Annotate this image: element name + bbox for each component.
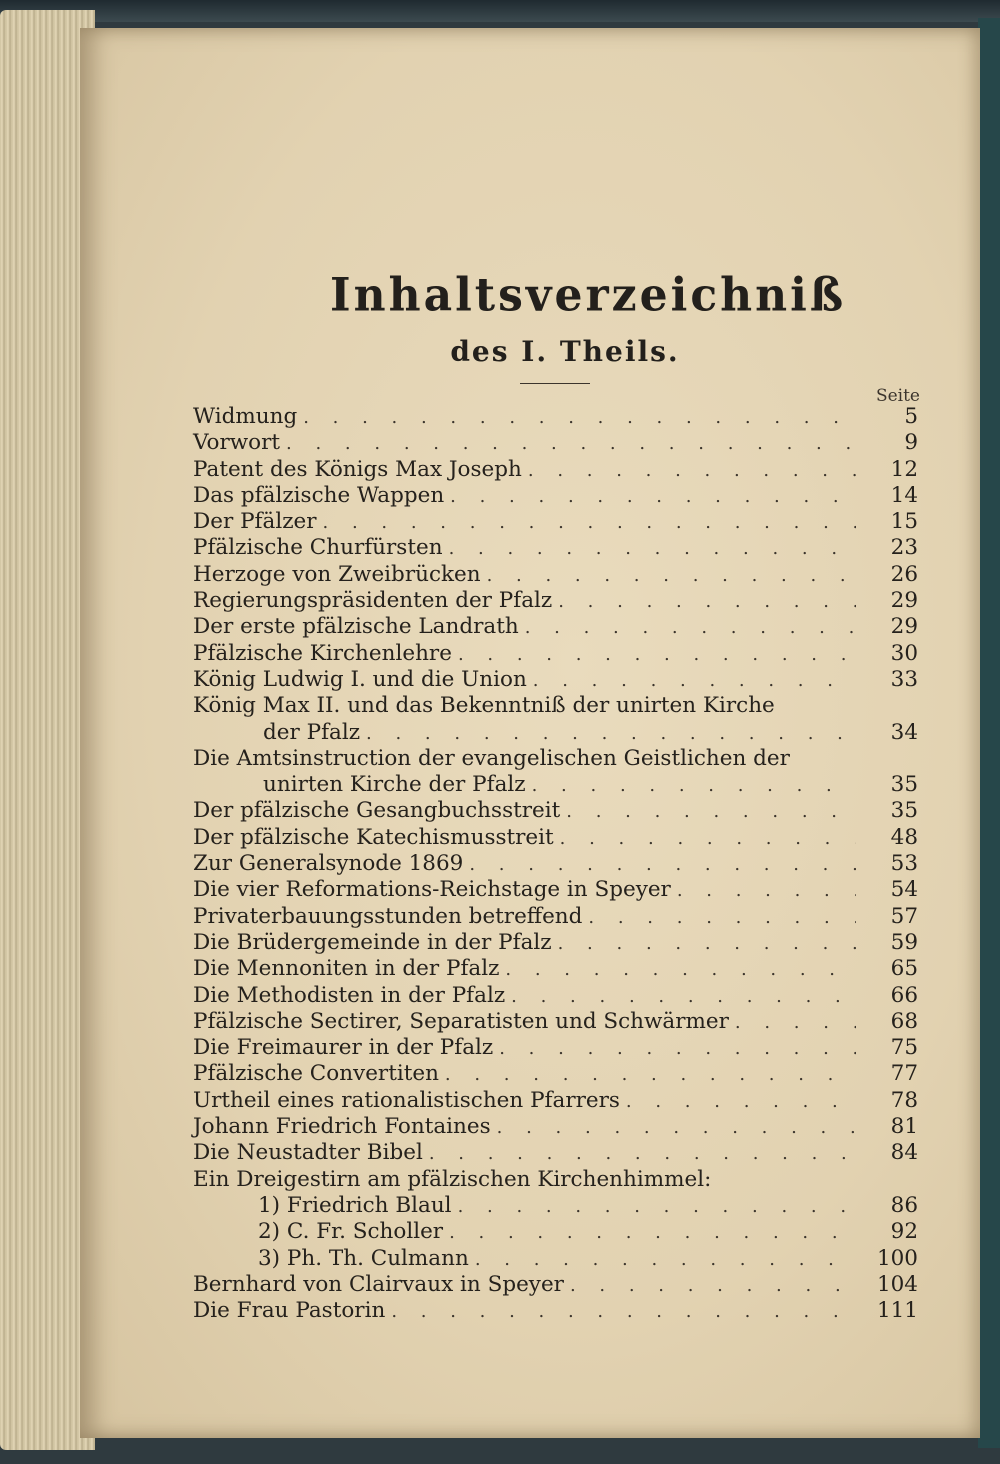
toc-entry-page: 26: [890, 561, 918, 587]
toc-entry-title: Der Pfälzer: [193, 509, 317, 535]
toc-entry: [193, 1272, 918, 1298]
leader-dots: [626, 1089, 856, 1115]
toc-entry: [193, 588, 918, 614]
toc-entry-title: Pfälzische Sectirer, Separatisten und Schwärmer: [193, 1008, 729, 1034]
toc-entry-page: 9: [904, 430, 918, 456]
leader-dots: [458, 642, 856, 668]
toc-entry: [193, 851, 918, 877]
leader-dots: [677, 878, 856, 904]
toc-entry-title: Die Amtsinstruction der evangelischen Geistlichen der: [193, 745, 790, 771]
page-subtitle: des I. Theils.: [450, 335, 680, 368]
toc-entry-title: Die Freimaurer in der Pfalz: [193, 1035, 494, 1061]
toc-entry-heading: [193, 1167, 918, 1193]
toc-entry-title: Regierungspräsidenten der Pfalz: [193, 588, 553, 614]
toc-entry-page: 111: [876, 1298, 918, 1324]
toc-entry-title: Urtheil eines rationalistischen Pfarrers: [193, 1087, 620, 1113]
toc-entry-title: Die Neustadter Bibel: [193, 1140, 423, 1166]
toc-entry: [193, 509, 918, 535]
toc-entry: [193, 904, 918, 930]
toc-entry: [193, 457, 918, 483]
toc-entry: [193, 1061, 918, 1087]
toc-entry-title: Die Mennoniten in der Pfalz: [193, 956, 500, 982]
leader-dots: [499, 1036, 856, 1062]
toc-entry-page: 29: [890, 614, 918, 640]
toc-entry-title: König Max II. und das Bekenntniß der unirten Kirche: [193, 693, 775, 719]
toc-entry-page: 86: [890, 1192, 918, 1218]
toc-entry-wrapped-first-line: [193, 746, 918, 772]
toc-entry-page: 14: [890, 482, 918, 508]
toc-entry-page: 30: [890, 640, 918, 666]
toc-entry: [193, 562, 918, 588]
toc-entry: [193, 483, 918, 509]
leader-dots: [286, 431, 856, 457]
leader-dots: [511, 984, 856, 1010]
leader-dots: [505, 957, 856, 983]
leader-dots: [558, 931, 856, 957]
toc-entry-title: König Ludwig I. und die Union: [193, 666, 527, 692]
page-title: Inhaltsverzeichniß: [330, 268, 847, 323]
leader-dots: [566, 799, 856, 825]
toc-entry-title: Privaterbauungsstunden betreffend: [193, 903, 583, 929]
toc-subentry: [193, 1193, 918, 1219]
toc-entry-continuation: [193, 772, 918, 798]
toc-entry-page: 100: [876, 1245, 918, 1271]
toc-entry-title: Bernhard von Clairvaux in Speyer: [193, 1271, 564, 1297]
toc-entry: [193, 1114, 918, 1140]
toc-entry-title: Pfälzische Convertiten: [193, 1061, 439, 1087]
toc-entry: [193, 1088, 918, 1114]
toc-entry-title: Die Methodisten in der Pfalz: [193, 982, 506, 1008]
toc-entry: [193, 404, 918, 430]
page-column-label: Seite: [875, 386, 920, 406]
toc-entry-title: 1) Friedrich Blaul: [258, 1192, 452, 1218]
toc-entry-title: Johann Friedrich Fontaines: [193, 1114, 491, 1140]
toc-entry: [193, 667, 918, 693]
table-of-contents: [193, 404, 918, 1324]
leader-dots: [366, 721, 856, 747]
toc-entry-page: 5: [904, 404, 918, 429]
leader-dots: [532, 773, 856, 799]
toc-entry-page: 57: [890, 903, 918, 929]
leader-dots: [391, 1299, 856, 1325]
toc-entry: [193, 1009, 918, 1035]
toc-entry-page: 54: [890, 877, 918, 903]
toc-entry-page: 12: [890, 456, 918, 482]
toc-entry-page: 104: [876, 1271, 918, 1297]
leader-dots: [560, 826, 856, 852]
toc-entry-page: 66: [890, 982, 918, 1008]
leader-dots: [449, 1220, 856, 1246]
toc-entry-page: 29: [890, 588, 918, 614]
toc-entry-page: 75: [890, 1035, 918, 1061]
toc-entry-title: Ein Dreigestirn am pfälzischen Kirchenhimmel:: [193, 1166, 712, 1192]
leader-dots: [445, 1062, 856, 1088]
toc-entry: [193, 430, 918, 456]
toc-entry-title: Widmung: [193, 404, 298, 429]
toc-entry-title: Der pfälzische Gesangbuchsstreit: [193, 798, 561, 824]
toc-entry-title: Die vier Reformations-Reichstage in Speyer: [193, 877, 671, 903]
leader-dots: [469, 852, 856, 878]
toc-entry-title: Die Frau Pastorin: [193, 1298, 386, 1324]
toc-entry-continuation: [193, 720, 918, 746]
toc-entry-title: Pfälzische Kirchenlehre: [193, 640, 452, 666]
leader-dots: [450, 484, 856, 510]
toc-entry: [193, 1140, 918, 1166]
toc-entry-title: 3) Ph. Th. Culmann: [258, 1245, 469, 1271]
toc-entry-page: 84: [890, 1140, 918, 1166]
toc-entry-page: 77: [890, 1061, 918, 1087]
toc-subentry: [193, 1246, 918, 1272]
leader-dots: [458, 1194, 856, 1220]
toc-entry-page: 78: [890, 1087, 918, 1113]
toc-entry-page: 68: [890, 1008, 918, 1034]
toc-entry-page: 92: [890, 1219, 918, 1245]
leader-dots: [588, 905, 856, 931]
leader-dots: [487, 563, 856, 589]
leader-dots: [323, 510, 856, 536]
toc-entry-title: 2) C. Fr. Scholler: [258, 1219, 444, 1245]
leader-dots: [533, 668, 856, 694]
leader-dots: [429, 1141, 856, 1167]
leader-dots: [497, 1115, 856, 1141]
leader-dots: [558, 589, 856, 615]
toc-entry-page: 15: [890, 509, 918, 535]
toc-entry: [193, 798, 918, 824]
toc-entry-page: 59: [890, 929, 918, 955]
toc-entry-page: 53: [890, 851, 918, 877]
toc-entry: [193, 1298, 918, 1324]
toc-entry-title: Zur Generalsynode 1869: [193, 851, 464, 877]
toc-entry-page: 81: [890, 1114, 918, 1140]
book-cover-right: [978, 18, 1000, 1448]
toc-entry: [193, 930, 918, 956]
toc-entry: [193, 956, 918, 982]
toc-entry-page: 34: [890, 719, 918, 745]
toc-subentry: [193, 1219, 918, 1245]
leader-dots: [475, 1247, 856, 1273]
toc-entry: [193, 641, 918, 667]
leader-dots: [525, 615, 856, 641]
toc-entry-page: 65: [890, 956, 918, 982]
toc-entry-title: Herzoge von Zweibrücken: [193, 561, 481, 587]
toc-entry-title: Pfälzische Churfürsten: [193, 535, 443, 561]
toc-entry-title: Das pfälzische Wappen: [193, 482, 445, 508]
toc-entry-page: 35: [890, 798, 918, 824]
toc-entry-page: 48: [890, 824, 918, 850]
toc-entry: [193, 983, 918, 1009]
toc-entry-title: Der erste pfälzische Landrath: [193, 614, 519, 640]
leader-dots: [528, 458, 856, 484]
book-cover-edge: [0, 0, 1000, 22]
toc-entry-title: Patent des Königs Max Joseph: [193, 456, 522, 482]
toc-entry: [193, 614, 918, 640]
toc-entry: [193, 535, 918, 561]
toc-entry: [193, 877, 918, 903]
toc-entry-wrapped-first-line: [193, 693, 918, 719]
title-divider: [520, 383, 590, 384]
leader-dots: [303, 405, 856, 431]
toc-entry-title: Die Brüdergemeinde in der Pfalz: [193, 929, 552, 955]
toc-entry-title: der Pfalz: [263, 719, 361, 745]
leader-dots: [735, 1010, 856, 1036]
toc-entry-title: Der pfälzische Katechismusstreit: [193, 824, 554, 850]
toc-entry-page: 33: [890, 666, 918, 692]
toc-entry-title: Vorwort: [193, 430, 281, 456]
toc-entry-title: unirten Kirche der Pfalz: [263, 772, 526, 798]
toc-entry: [193, 1035, 918, 1061]
toc-entry-page: 23: [890, 535, 918, 561]
leader-dots: [570, 1273, 856, 1299]
toc-entry-page: 35: [890, 772, 918, 798]
toc-entry: [193, 825, 918, 851]
leader-dots: [449, 536, 856, 562]
